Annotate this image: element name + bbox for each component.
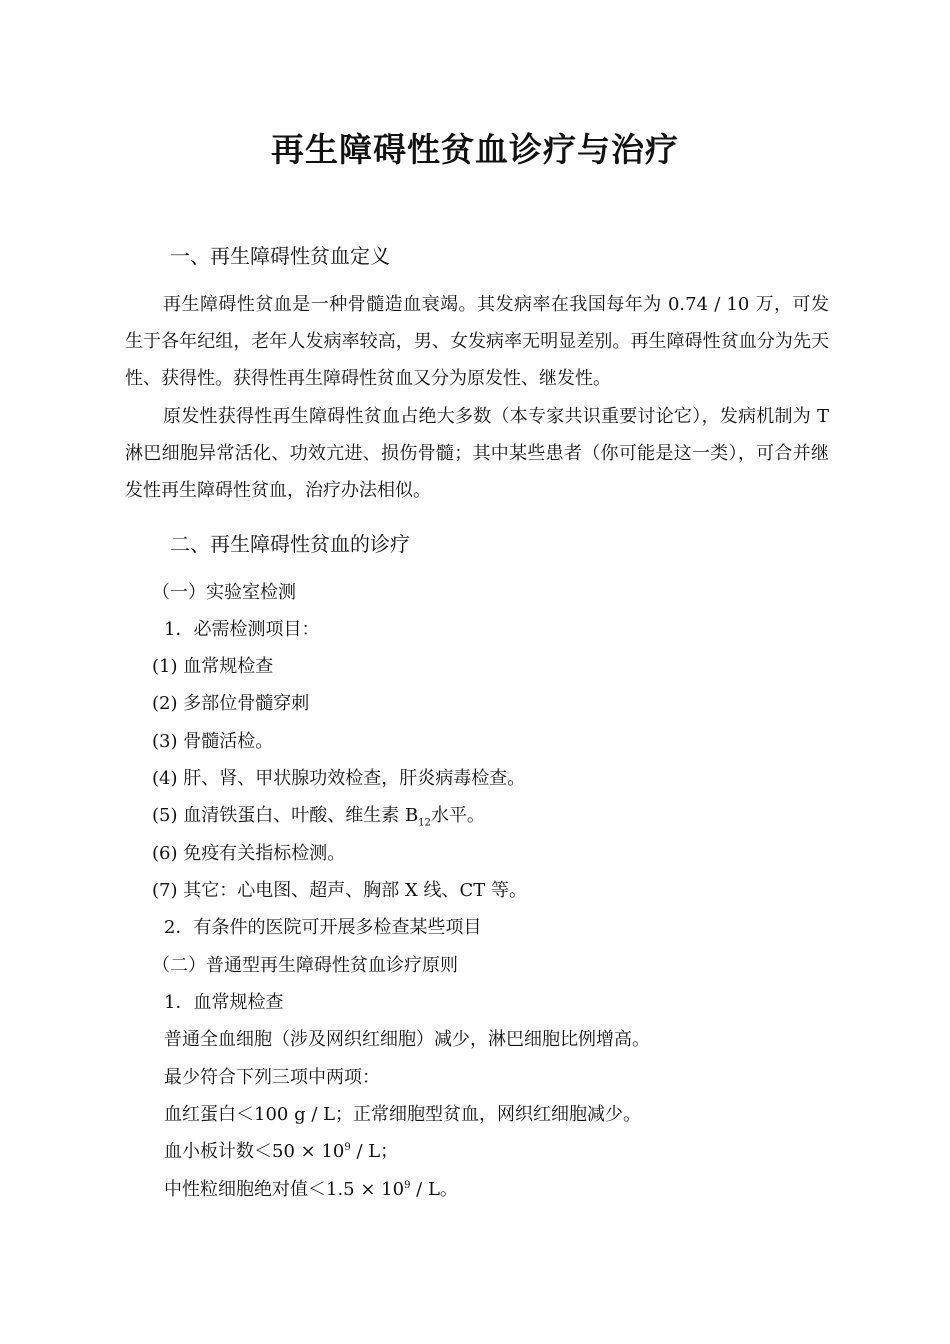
neutrophil-prefix: 中性粒细胞绝对值＜1.5 × 10 <box>164 1179 405 1200</box>
list-item: (7) 其它：心电图、超声、胸部 X 线、CT 等。 <box>152 880 527 901</box>
text-criteria-intro: 最少符合下列三项中两项： <box>164 1067 380 1088</box>
platelet-suffix: / L； <box>350 1141 399 1162</box>
list-item: (4) 肝、肾、甲状腺功效检查，肝炎病毒检查。 <box>152 768 526 789</box>
subheading-lab-tests: （一）实验室检测 <box>152 582 296 603</box>
subheading-blood-routine: 1．血常规检查 <box>164 992 284 1013</box>
neutrophil-suffix: / L。 <box>410 1179 458 1200</box>
section-heading-definition: 一、再生障碍性贫血定义 <box>170 244 390 268</box>
list-item-vitamin <box>152 804 485 828</box>
neutrophil-exponent: 9 <box>404 1180 411 1191</box>
document-title: 再生障碍性贫血诊疗与治疗 <box>271 130 679 169</box>
vitamin-subscript: 12 <box>418 817 431 829</box>
platelet-prefix: 血小板计数＜50 × 10 <box>164 1141 345 1162</box>
list-item-vitamin-prefix: (5) 血清铁蛋白、叶酸、维生素 B <box>152 805 419 826</box>
paragraph-definition-2: 原发性获得性再生障碍性贫血占绝大多数（本专家共识重要讨论它），发病机制为 T 淋巴细胞异常活化、功效亢进、损伤骨髓；其中某些患者（你可能是这一类），可合并继发性再生障碍性贫血，治疗办法相似。 <box>125 406 829 501</box>
paragraph-definition-1: 再生障碍性贫血是一种骨髓造血衰竭。其发病率在我国每年为 0.74 / 10 万，可发生于各年纪组，老年人发病率较高，男、女发病率无明显差别。再生障碍性贫血分为先天性、获得性。获得性再生障碍性贫血又分为原发性、继发性。 <box>125 294 829 389</box>
list-item: (2) 多部位骨髓穿刺 <box>152 693 310 714</box>
list-item-vitamin-suffix: 水平。 <box>430 805 485 826</box>
platelet-exponent: 9 <box>344 1142 351 1153</box>
list-item: (3) 骨髓活检。 <box>152 731 274 752</box>
subheading-required-items: 1．必需检测项目： <box>164 619 320 640</box>
section-heading-diagnosis: 二、再生障碍性贫血的诊疗 <box>170 532 410 556</box>
subheading-optional-items: 2．有条件的医院可开展多检查某些项目 <box>164 917 482 938</box>
subheading-diagnosis-principle: （二）普通型再生障碍性贫血诊疗原则 <box>152 955 458 976</box>
text-blood-description: 普通全血细胞（涉及网织红细胞）减少，淋巴细胞比例增高。 <box>164 1029 650 1050</box>
list-item: (1) 血常规检查 <box>152 656 274 677</box>
text-criteria-hemoglobin: 血红蛋白＜100 g / L；正常细胞型贫血，网织红细胞减少。 <box>164 1104 642 1125</box>
list-item: (6) 免疫有关指标检测。 <box>152 843 346 864</box>
text-criteria-platelet <box>164 1140 398 1164</box>
text-criteria-neutrophil <box>164 1178 458 1202</box>
